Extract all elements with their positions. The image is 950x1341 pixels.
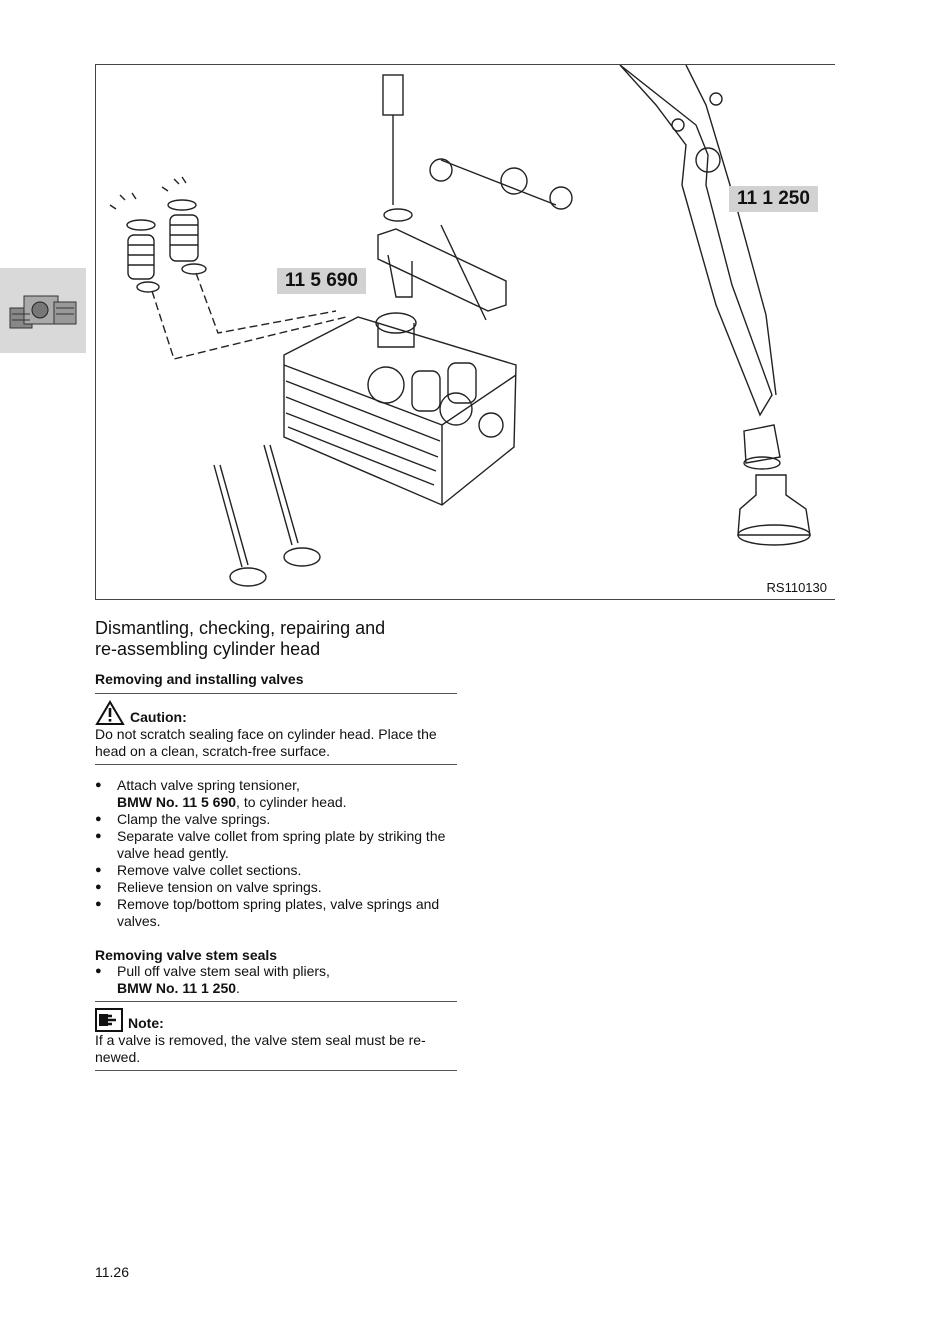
engine-thumbnail-icon: [4, 278, 82, 344]
caution-label: Caution:: [130, 709, 187, 725]
cylinder-head-illustration: [96, 65, 836, 601]
note-box: [95, 1002, 457, 1070]
section-title-line-1: Dismantling, checking, repairing and: [95, 618, 386, 638]
removing-valves-heading: Removing and installing valves: [95, 671, 304, 687]
caution-box: [95, 694, 457, 764]
seal-fixture: [738, 475, 810, 545]
note-text: If a valve is removed, the valve stem seal must be re-newed.: [95, 1032, 426, 1065]
caution-text: Do not scratch sealing face on cylinder head. Place the head on a clean, scratch-free surface.: [95, 726, 437, 759]
stem-seals-heading: Removing valve stem seals: [95, 947, 278, 963]
section-title: [95, 618, 457, 660]
list-item: ● Remove top/bottom spring plates, valve springs and valves.: [95, 896, 457, 930]
tool-label-pliers: 11 1 250: [729, 186, 818, 212]
divider: [95, 764, 457, 765]
note-label: Note:: [128, 1015, 164, 1031]
cylinder-head-figure: [95, 64, 835, 600]
valve-stem-seal-pliers: [620, 65, 776, 415]
warning-triangle-icon: [95, 700, 125, 726]
stem-seal: [744, 425, 780, 469]
stem-seals-steps: [95, 963, 457, 997]
list-item: ● Relieve tension on valve springs.: [95, 879, 457, 896]
list-item: ● Clamp the valve springs.: [95, 811, 457, 828]
note-hand-icon: [95, 1008, 123, 1032]
valve-1: [214, 465, 266, 586]
valve-spring-tensioner: [376, 75, 572, 347]
tool-label-tensioner: 11 5 690: [277, 268, 366, 294]
figure-reference: RS110130: [766, 580, 827, 595]
valve-spring-set-1: [110, 193, 159, 292]
section-title-line-2: re-assembling cylinder head: [95, 639, 321, 659]
cylinder-head: [284, 317, 516, 505]
list-item: ● Attach valve spring tensioner, BMW No. 11 5 690, to cylinder head.: [95, 777, 457, 811]
removing-valves-steps: [95, 777, 457, 930]
list-item: ● Separate valve collet from spring plate by striking the valve head gently.: [95, 828, 457, 862]
text-column: [95, 618, 457, 1071]
valve-spring-set-2: [162, 177, 206, 274]
list-item: ● Pull off valve stem seal with pliers, BMW No. 11 1 250.: [95, 963, 457, 997]
chapter-tab: [0, 268, 86, 353]
page-number: 11.26: [95, 1264, 129, 1280]
valve-2: [264, 445, 320, 566]
divider: [95, 1070, 457, 1071]
list-item: ● Remove valve collet sections.: [95, 862, 457, 879]
